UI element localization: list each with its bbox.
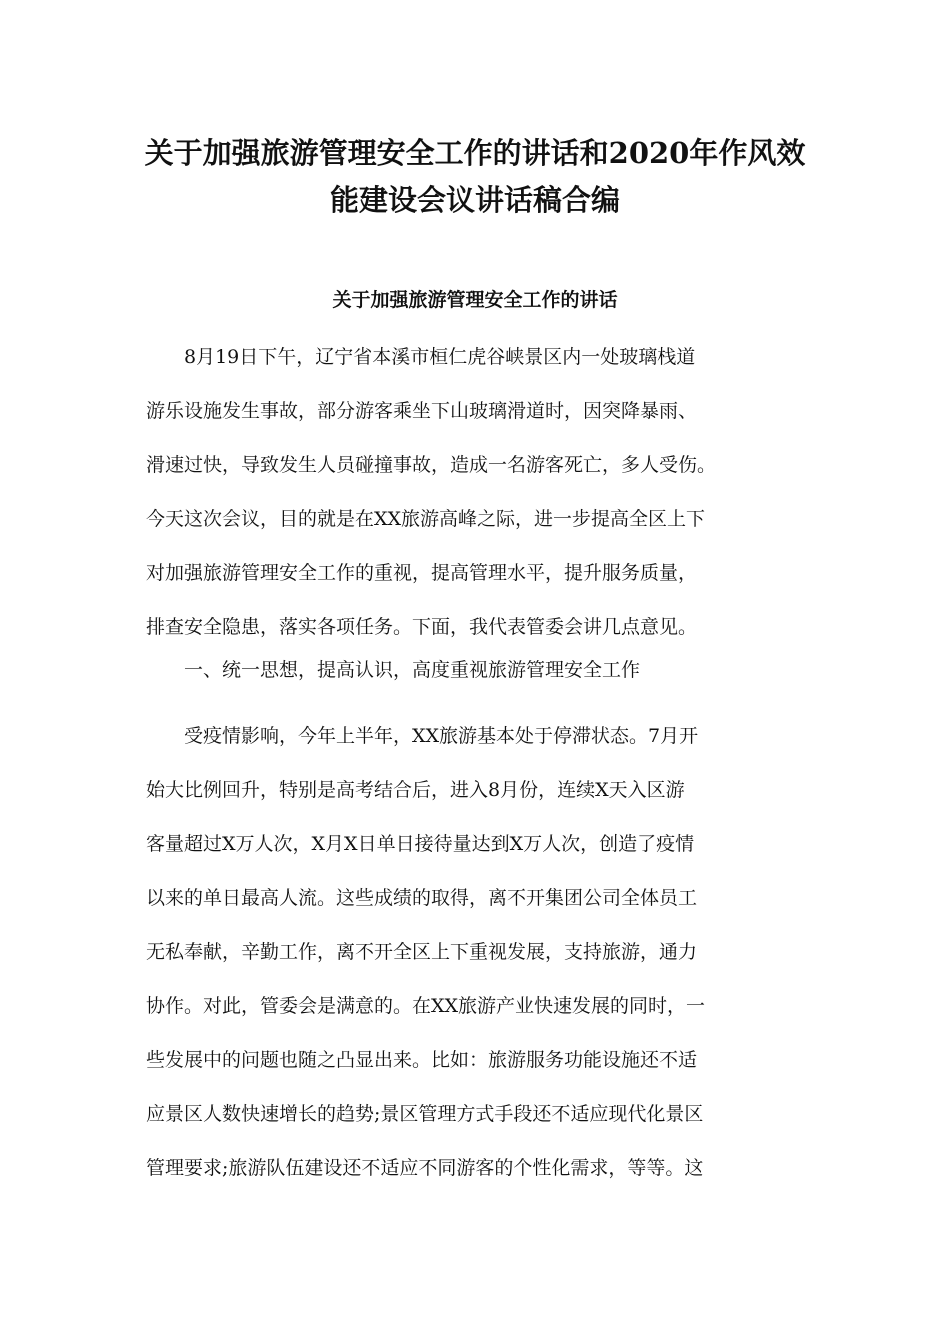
paragraph-line: 今天这次会议，目的就是在XX旅游高峰之际，进一步提高全区上下 [146,508,706,530]
paragraph-line: 协作。对此，管委会是满意的。在XX旅游产业快速发展的同时，一 [146,995,706,1017]
document-title-line-1: 关于加强旅游管理安全工作的讲话和2020年作风效 [144,136,806,170]
paragraph-line: 滑速过快，导致发生人员碰撞事故，造成一名游客死亡，多人受伤。 [146,454,717,476]
paragraph-line: 对加强旅游管理安全工作的重视，提高管理水平，提升服务质量， [146,562,698,584]
section-heading-1 [146,643,816,697]
paragraph-line: 8月19日下午，辽宁省本溪市桓仁虎谷峡景区内一处玻璃栈道 [184,346,696,368]
paragraph-line: 排查安全隐患，落实各项任务。下面，我代表管委会讲几点意见。 [146,616,698,638]
section-heading-text: 一、统一思想，提高认识，高度重视旅游管理安全工作 [184,659,641,681]
paragraph-line: 客量超过X万人次，X月X日单日接待量达到X万人次，创造了疫情 [146,833,695,855]
document-title [140,130,810,224]
document-title-line-2: 能建设会议讲话稿合编 [329,183,620,217]
paragraph-line: 无私奉献，辛勤工作，离不开全区上下重视发展，支持旅游，通力 [146,941,698,963]
paragraph-intro [146,330,816,654]
paragraph-line: 始大比例回升，特别是高考结合后，进入8月份，连续X天入区游 [146,779,685,801]
paragraph-line: 受疫情影响，今年上半年，XX旅游基本处于停滞状态。7月开 [184,725,699,747]
section-subtitle: 关于加强旅游管理安全工作的讲话 [332,289,618,311]
paragraph-line: 些发展中的问题也随之凸显出来。比如：旅游服务功能设施还不适 [146,1049,698,1071]
paragraph-section-1 [146,709,816,1195]
paragraph-line: 管理要求;旅游队伍建设还不适应不同游客的个性化需求，等等。这 [146,1157,704,1179]
paragraph-line: 游乐设施发生事故，部分游客乘坐下山玻璃滑道时，因突降暴雨、 [146,400,698,422]
paragraph-line: 以来的单日最高人流。这些成绩的取得，离不开集团公司全体员工 [146,887,698,909]
paragraph-line: 应景区人数快速增长的趋势;景区管理方式手段还不适应现代化景区 [146,1103,704,1125]
